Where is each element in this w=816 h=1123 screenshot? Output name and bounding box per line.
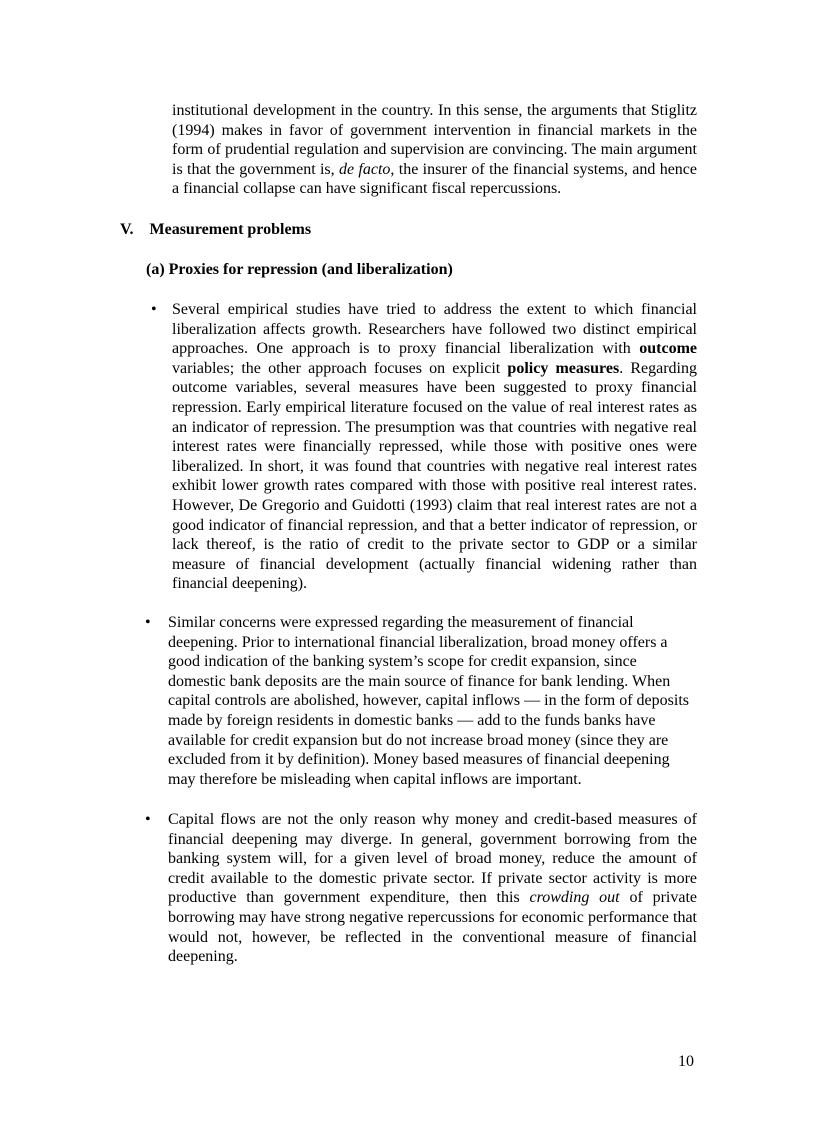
text-line: institutional development in the country. In this sense, the arguments that Stiglitz — [172, 102, 697, 119]
text-line: a financial collapse can have significant fiscal repercussions. — [172, 180, 562, 198]
text-line: credit available to the domestic private sector. If private sector activity is more — [168, 869, 697, 887]
text-line: deepening. — [168, 948, 238, 966]
text-line: an indicator of repression. The presumption was that countries with negative real — [172, 418, 697, 436]
text-line: financial deepening may diverge. In general, government borrowing from the — [168, 830, 697, 848]
text-segment: . Regarding — [619, 359, 697, 377]
italic-text: de facto — [338, 160, 391, 178]
text-line: exhibit lower growth rates compared with those with positive real interest rates. — [172, 477, 697, 495]
text-line: good indication of the banking system’s scope for credit expansion, since — [168, 653, 637, 671]
italic-text: crowding out — [529, 889, 620, 907]
text-segment: is that the government is, — [172, 160, 339, 178]
text-line: domestic bank deposits are the main source of finance for bank lending. When — [168, 672, 671, 690]
text-line — [172, 339, 697, 359]
text-line: lack thereof, is the ratio of credit to the private sector to GDP or a similar — [172, 536, 697, 554]
bullet-paragraph — [168, 810, 697, 967]
bold-text: outcome — [639, 340, 697, 358]
text-line: capital controls are abolished, however, capital inflows — in the form of deposits — [168, 692, 689, 710]
page-number: 10 — [678, 1053, 694, 1070]
text-line: available for credit expansion but do not increase broad money (since they are — [168, 731, 669, 749]
text-line: made by foreign residents in domestic banks — add to the funds banks have — [168, 711, 656, 729]
text-segment: productive than government expenditure, then this — [168, 889, 530, 907]
bullet-marker: • — [145, 811, 151, 828]
section-heading: V. Measurement problems — [120, 221, 312, 238]
text-line: excluded from it by definition). Money based measures of financial deepening — [168, 751, 670, 769]
text-line: would not, however, be reflected in the conventional measure of financial — [168, 928, 697, 946]
text-line: good indicator of financial repression, and that a better indicator of repression, or — [172, 516, 697, 534]
text-line — [172, 359, 697, 379]
text-line: borrowing may have strong negative repercussions for economic performance that — [168, 908, 697, 926]
text-line: Similar concerns were expressed regarding the measurement of financial — [168, 614, 634, 631]
text-line: interest rates were financially repressed, while those with positive ones were — [172, 438, 697, 456]
text-segment: of private — [619, 889, 697, 907]
text-line: measure of financial development (actually financial widening rather than — [172, 555, 697, 573]
text-line: banking system will, for a given level of broad money, reduce the amount of — [168, 850, 697, 868]
text-segment: approaches. One approach is to proxy financial liberalization with — [172, 340, 640, 358]
text-line: liberalized. In short, it was found that countries with negative real interest rates — [172, 457, 697, 475]
text-line: Several empirical studies have tried to address the extent to which financial — [172, 301, 697, 318]
text-segment: , the insurer of the financial systems, and hence — [390, 160, 697, 178]
text-line: may therefore be misleading when capital inflows are important. — [168, 770, 582, 788]
text-line: form of prudential regulation and supervision are convincing. The main argument — [172, 141, 697, 159]
text-line: However, De Gregorio and Guidotti (1993) claim that real interest rates are not a — [172, 496, 697, 514]
text-line: repression. Early empirical literature focused on the value of real interest rates as — [172, 398, 697, 416]
text-line: outcome variables, several measures have been suggested to proxy financial — [172, 379, 697, 397]
text-line: financial deepening). — [172, 575, 308, 593]
bullet-paragraph — [172, 300, 697, 594]
text-line — [168, 888, 697, 908]
text-line: deepening. Prior to international financial liberalization, broad money offers a — [168, 633, 668, 651]
bold-text: policy measures — [507, 359, 620, 377]
bullet-marker: • — [151, 301, 157, 318]
text-line: (1994) makes in favor of government intervention in financial markets in the — [172, 121, 697, 139]
subsection-heading: (a) Proxies for repression (and liberalization) — [146, 261, 453, 278]
text-segment: variables; the other approach focuses on explicit — [172, 359, 508, 377]
intro-paragraph — [172, 101, 697, 199]
text-line: liberalization affects growth. Researchers have followed two distinct empirical — [172, 320, 697, 338]
bullet-paragraph — [168, 613, 697, 789]
text-line: Capital flows are not the only reason why money and credit-based measures of — [168, 811, 697, 828]
text-line — [172, 160, 697, 180]
bullet-marker: • — [145, 614, 151, 631]
